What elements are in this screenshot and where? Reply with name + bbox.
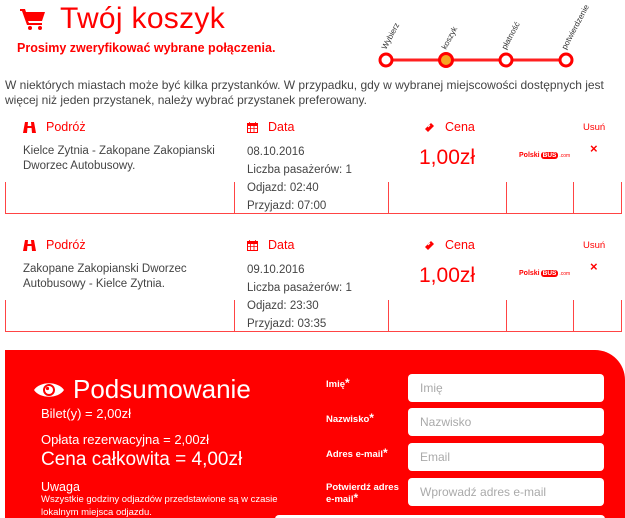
divider	[5, 300, 6, 332]
trip-date: 08.10.2016	[247, 146, 305, 158]
remove-trip-button[interactable]: ×	[590, 259, 598, 274]
required-mark: *	[383, 446, 388, 460]
trip-row	[5, 114, 622, 214]
road-icon	[23, 122, 36, 133]
first-name-label-text: Imię	[326, 379, 346, 390]
trip-passengers: Liczba pasażerów: 1	[247, 164, 352, 176]
price-column-label: Cena	[445, 120, 475, 134]
booking-fee: Opłata rezerwacyjna = 2,00zł	[41, 432, 210, 447]
carrier-logo-bus: BUS	[542, 270, 557, 277]
carrier-logo-text: Polski	[519, 152, 540, 159]
total-price: Cena całkowita = 4,00zł	[41, 449, 243, 470]
svg-text:płatność: płatność	[499, 20, 522, 51]
trip-column-header	[23, 120, 86, 134]
carrier-logo-domain: .com	[559, 270, 571, 277]
summary-panel	[5, 350, 625, 518]
divider	[621, 182, 622, 214]
page-subtitle: Prosimy zweryfikować wybrane połączenia.	[17, 41, 276, 55]
remove-trip-button[interactable]: ×	[590, 141, 598, 156]
divider	[506, 300, 507, 332]
step-potwierdzenie	[560, 3, 591, 66]
divider	[5, 182, 6, 214]
calendar-icon	[247, 240, 258, 251]
required-mark: *	[353, 491, 359, 505]
trip-price: 1,00zł	[419, 264, 476, 287]
date-column-header	[247, 120, 294, 134]
remove-column-label: Usuń	[583, 122, 606, 133]
price-column-header	[424, 238, 475, 252]
first-name-input[interactable]	[408, 374, 604, 402]
divider	[388, 300, 389, 332]
warning-text: Wszystkie godziny odjazdów przedstawione są w czasie lokalnym miejsca odjazdu.	[41, 494, 278, 518]
trip-date: 09.10.2016	[247, 264, 305, 276]
carrier-logo-domain: .com	[559, 152, 571, 159]
trip-route: Kielce Zytnia - Zakopane Zakopianski Dworzec Autobusowy.	[23, 145, 215, 172]
date-column-label: Data	[268, 238, 295, 252]
required-mark: *	[369, 411, 374, 425]
trip-price: 1,00zł	[419, 146, 476, 169]
trip-departure: Odjazd: 02:40	[247, 182, 319, 194]
svg-text:koszyk: koszyk	[439, 25, 460, 51]
price-column-header	[424, 120, 475, 134]
email-confirm-input[interactable]	[408, 478, 604, 506]
stops-notice: W niektórych miastach może być kilka przystanków. W przypadku, gdy w wybranej miejscowości dostępnych jest więcej niż jeden przystanek, należy wybrać przystanek preferowany.	[5, 78, 604, 107]
required-mark: *	[345, 376, 350, 390]
trip-route: Zakopane Zakopianski Dworzec Autobusowy - Kielce Zytnia.	[23, 263, 187, 290]
trip-arrival: Przyjazd: 03:35	[247, 318, 327, 330]
email-confirm-label	[326, 482, 406, 505]
svg-text:Wybierz: Wybierz	[379, 21, 402, 51]
first-name-label	[326, 378, 406, 390]
divider	[506, 182, 507, 214]
page-title: Twój koszyk	[60, 2, 226, 35]
carrier-logo-bus: BUS	[542, 152, 557, 159]
divider	[388, 182, 389, 214]
trip-column-label: Podróż	[46, 120, 86, 134]
ticket-icon	[424, 122, 435, 132]
email-input[interactable]	[408, 443, 604, 471]
warning-title: Uwaga	[41, 480, 80, 494]
trip-departure: Odjazd: 23:30	[247, 300, 319, 312]
divider	[573, 182, 574, 214]
trip-arrival: Przyjazd: 07:00	[247, 200, 327, 212]
checkout-progress-stepper	[350, 0, 625, 80]
trip-details	[247, 261, 352, 333]
remove-column-label: Usuń	[583, 240, 606, 251]
trip-details	[247, 143, 352, 215]
shopping-cart-icon	[20, 8, 46, 30]
trip-row	[5, 232, 622, 332]
date-column-header	[247, 238, 294, 252]
tickets-cost: Bilet(y) = 2,00zł	[41, 406, 131, 421]
trip-passengers: Liczba pasażerów: 1	[247, 282, 352, 294]
summary-title	[33, 374, 251, 405]
divider	[573, 300, 574, 332]
summary-title-text: Podsumowanie	[73, 374, 251, 404]
last-name-input[interactable]	[408, 408, 604, 436]
eye-icon	[33, 380, 65, 400]
divider	[234, 182, 235, 214]
road-icon	[23, 240, 36, 251]
divider	[234, 300, 235, 332]
carrier-logo-text: Polski	[519, 270, 540, 277]
divider	[621, 300, 622, 332]
email-label	[326, 448, 406, 460]
trip-column-label: Podróż	[46, 238, 86, 252]
last-name-label-text: Nazwisko	[326, 414, 370, 425]
trip-column-header	[23, 238, 86, 252]
date-column-label: Data	[268, 120, 295, 134]
ticket-icon	[424, 240, 435, 250]
calendar-icon	[247, 122, 258, 133]
price-column-label: Cena	[445, 238, 475, 252]
email-label-text: Adres e-mail	[326, 449, 384, 460]
carrier-logo-polskibus	[519, 152, 570, 159]
last-name-label	[326, 413, 406, 425]
carrier-logo-polskibus	[519, 270, 570, 277]
email-confirm-label-text: Potwierdź adres e-mail	[326, 482, 399, 505]
svg-text:potwierdzenie: potwierdzenie	[559, 3, 591, 51]
